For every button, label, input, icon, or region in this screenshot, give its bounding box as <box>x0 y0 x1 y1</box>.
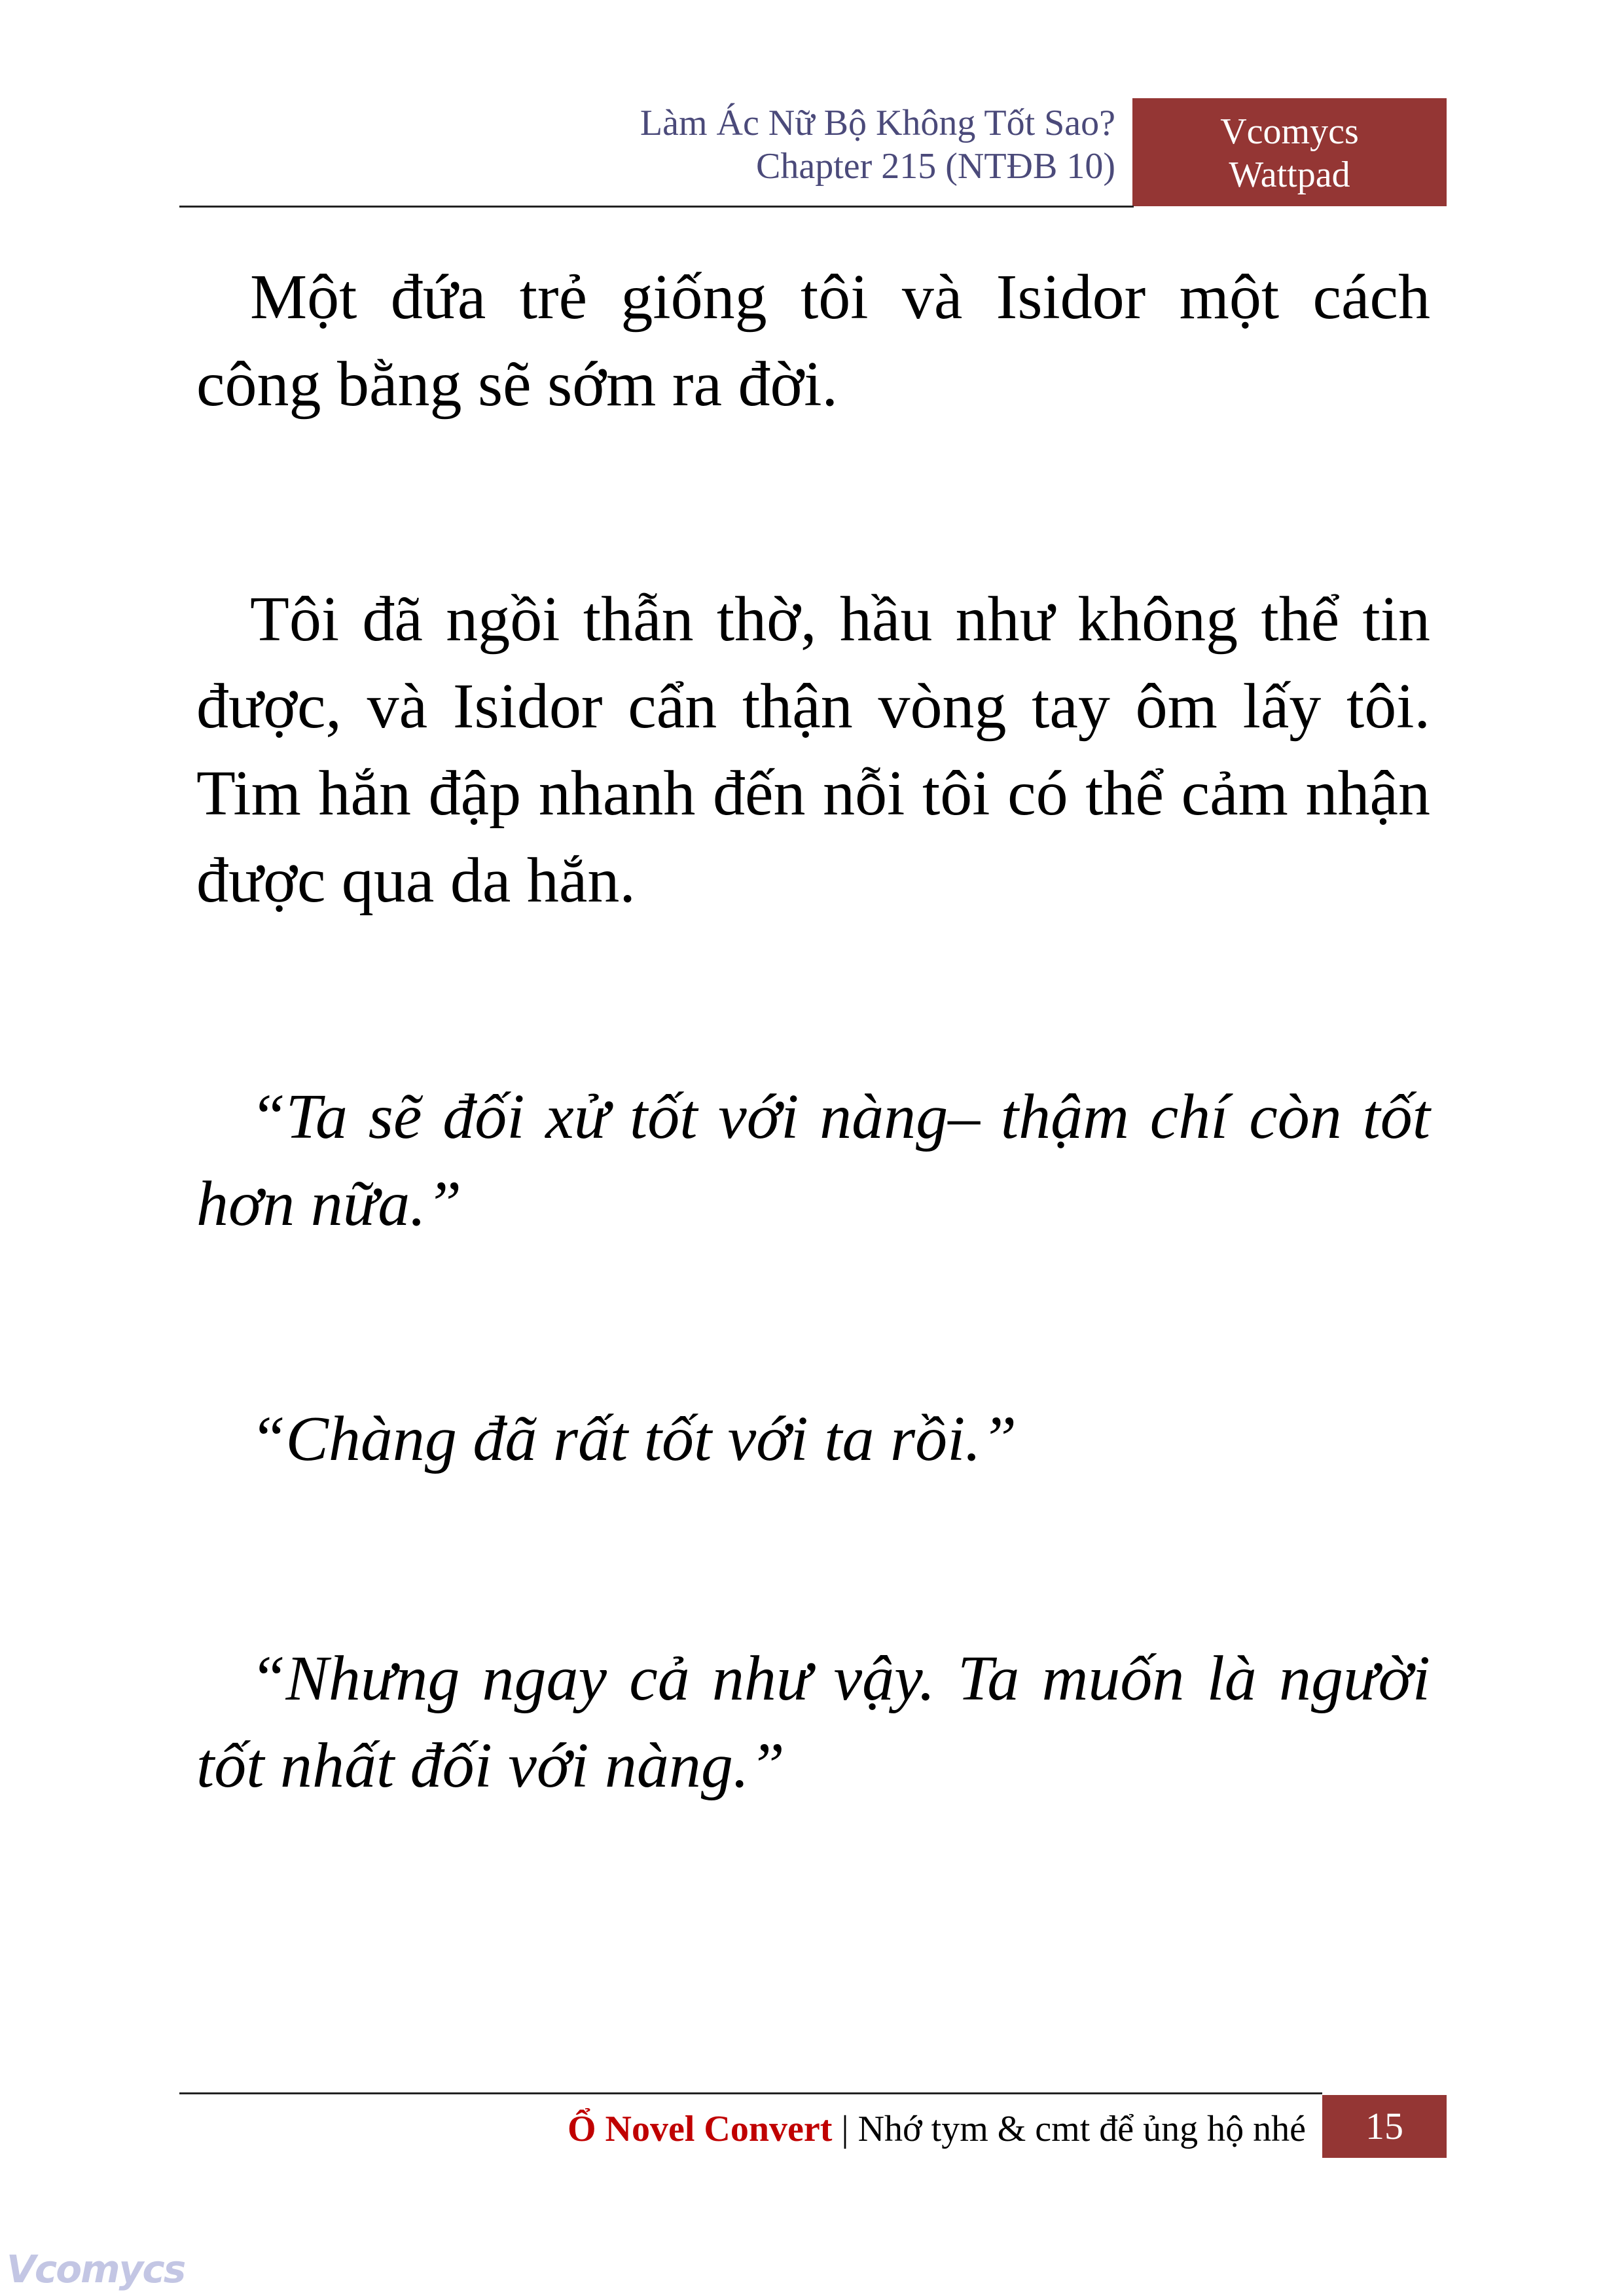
author-name: Vcomycs <box>1220 111 1359 152</box>
running-header <box>179 101 1115 188</box>
book-title: Làm Ác Nữ Bộ Không Tốt Sao? <box>640 103 1115 143</box>
chapter-label: Chapter 215 (NTĐB 10) <box>755 146 1115 187</box>
dialogue-3: “Nhưng ngay cả như vậy. Ta muốn là người tốt nhất đối với nàng.” <box>196 1643 1430 1801</box>
author-badge <box>1132 98 1447 206</box>
footer-divider <box>179 2092 1322 2094</box>
footer-brand: Ổ Novel Convert <box>568 2109 833 2149</box>
dialogue-2: “Chàng đã rất tốt với ta rồi.” <box>250 1404 1017 1474</box>
footer-credit <box>393 2100 1306 2159</box>
platform-name: Wattpad <box>1229 155 1350 195</box>
header-divider <box>179 206 1134 208</box>
footer-message: Nhớ tym & cmt để ủng hộ nhé <box>857 2109 1306 2149</box>
paragraph-1: Một đứa trẻ giống tôi và Isidor một cách công bằng sẽ sớm ra đời. <box>196 262 1430 420</box>
page-number: 15 <box>1322 2095 1447 2158</box>
paragraph-2: Tôi đã ngồi thẫn thờ, hầu như không thể tin được, và Isidor cẩn thận vòng tay ôm lấy tôi. Tim hắn đập nhanh đến nỗi tôi có thể cảm nhận được qua da hắn. <box>196 584 1430 916</box>
footer-separator: | <box>841 2109 849 2149</box>
dialogue-1: “Ta sẽ đối xử tốt với nàng– thậm chí còn tốt hơn nữa.” <box>196 1082 1430 1239</box>
watermark-logo: Vcomycs <box>7 2247 185 2291</box>
